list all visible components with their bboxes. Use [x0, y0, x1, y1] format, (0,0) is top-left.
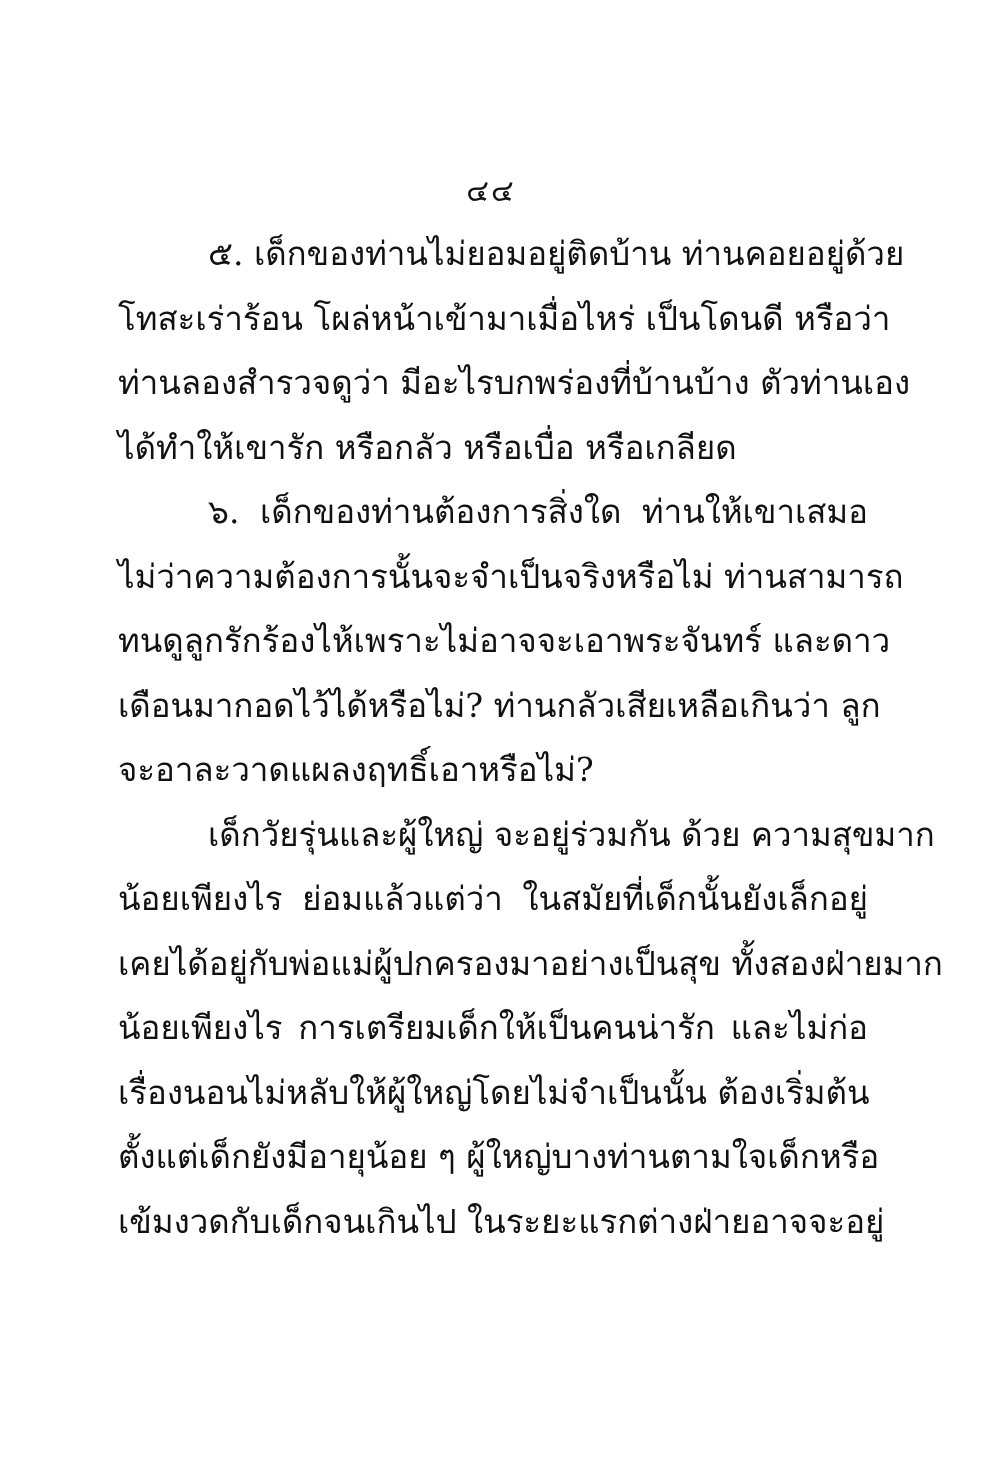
text-line: ไม่ว่าความต้องการนั้นจะจำเป็นจริงหรือไม่ ท่านสามารถ	[118, 556, 904, 596]
text-line: น้อยเพียงไร การเตรียมเด็กให้เป็นคนน่ารัก และไม่ก่อ	[118, 1008, 868, 1047]
text-line: เด็กวัยรุ่นและผู้ใหญ่ จะอยู่ร่วมกัน ด้วย ความสุขมาก	[208, 814, 935, 854]
text-line: ๕. เด็กของท่านไม่ยอมอยู่ติดบ้าน ท่านคอยอยู่ด้วย	[208, 234, 905, 273]
text-line: ๖. เด็กของท่านต้องการสิ่งใด ท่านให้เขาเสมอ	[208, 492, 868, 531]
text-line: จะอาละวาดแผลงฤทธิ์เอาหรือไม่?	[118, 750, 594, 789]
text-line: เคยได้อยู่กับพ่อแม่ผู้ปกครองมาอย่างเป็นสุข ทั้งสองฝ่ายมาก	[118, 943, 943, 983]
page-number: ๔๔	[466, 174, 516, 209]
text-line: ได้ทำให้เขารัก หรือกลัว หรือเบื่อ หรือเกลียด	[118, 427, 737, 467]
text-line: โทสะเร่าร้อน โผล่หน้าเข้ามาเมื่อไหร่ เป็นโดนดี หรือว่า	[118, 298, 891, 338]
text-line: ท่านลองสำรวจดูว่า มีอะไรบกพร่องที่บ้านบ้าง ตัวท่านเอง	[118, 363, 911, 402]
text-line: เข้มงวดกับเด็กจนเกินไป ในระยะแรกต่างฝ่ายอาจจะอยู่	[118, 1201, 885, 1241]
text-line: เรื่องนอนไม่หลับให้ผู้ใหญ่โดยไม่จำเป็นนั้น ต้องเริ่มต้น	[118, 1072, 870, 1112]
text-line: ทนดูลูกรักร้องไห้เพราะไม่อาจจะเอาพระจันทร์ และดาว	[118, 621, 891, 660]
body-text	[118, 222, 943, 1254]
text-line: เดือนมากอดไว้ได้หรือไม่? ท่านกลัวเสียเหลือเกินว่า ลูก	[118, 685, 881, 725]
text-line: น้อยเพียงไร ย่อมแล้วแต่ว่า ในสมัยที่เด็กนั้นยังเล็กอยู่	[118, 879, 868, 918]
text-line: ตั้งแต่เด็กยังมีอายุน้อย ๆ ผู้ใหญ่บางท่านตามใจเด็กหรือ	[118, 1137, 880, 1176]
